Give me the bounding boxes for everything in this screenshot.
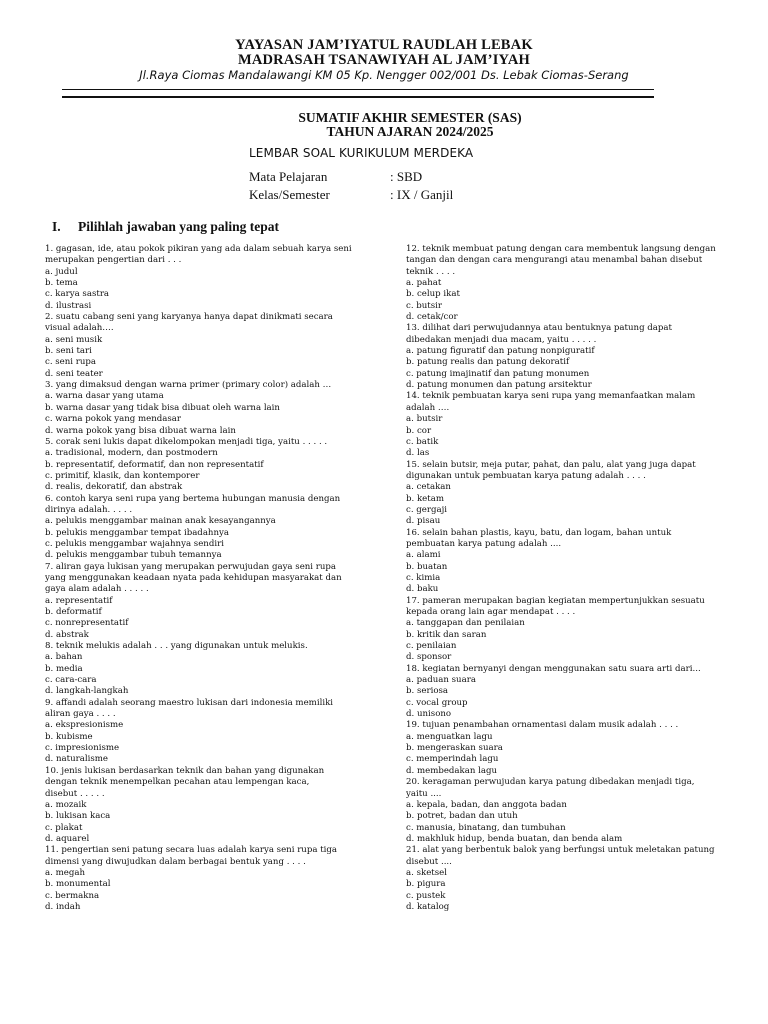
section-title: Pilihlah jawaban yang paling tepat [78, 219, 280, 234]
question-line: d. cetak/cor [406, 312, 458, 323]
question-line: d. unisono [406, 709, 452, 720]
question-line: b. mengeraskan suara [406, 743, 503, 754]
meta-value: : SBD [390, 169, 423, 184]
question-line: 14. teknik pembuatan karya seni rupa yang memanfaatkan malam [406, 391, 696, 402]
exam-title: SUMATIF AKHIR SEMESTER (SAS) [298, 110, 522, 125]
question-line: d. realis, dekoratif, dan abstrak [45, 482, 183, 493]
question-line: b. kritik dan saran [406, 629, 487, 640]
question-line: d. sponsor [406, 652, 452, 663]
question-line: c. butsir [406, 300, 443, 311]
question-line: 2. suatu cabang seni yang karyanya hanya dapat dinikmati secara [45, 312, 333, 323]
question-line: d. patung monumen dan patung arsitektur [406, 380, 592, 391]
question-line: 5. corak seni lukis dapat dikelompokan menjadi tiga, yaitu . . . . . [45, 436, 328, 447]
meta-value: : IX / Ganjil [390, 187, 454, 202]
question-line: b. monumental [45, 879, 111, 890]
question-line: b. lukisan kaca [45, 811, 111, 822]
question-line: dengan teknik menempelkan pecahan atau lempengan kaca, [45, 777, 310, 788]
question-line: b. pigura [406, 879, 446, 890]
question-line: visual adalah…. [45, 323, 114, 334]
question-line: 10. jenis lukisan berdasarkan teknik dan bahan yang digunakan [45, 765, 325, 776]
school-name: MADRASAH TSANAWIYAH AL JAM’IYAH [237, 52, 531, 68]
question-line: d. makhluk hidup, benda buatan, dan benda alam [406, 833, 623, 844]
question-line: merupakan pengertian dari . . . [45, 255, 182, 266]
question-line: a. menguatkan lagu [406, 731, 493, 742]
question-line: c. warna pokok yang mendasar [45, 414, 182, 425]
question-line: b. cor [406, 425, 432, 436]
question-line: a. pahat [406, 278, 442, 289]
question-line: a. cetakan [406, 482, 451, 493]
question-line: b. deformatif [45, 607, 102, 617]
question-line: a. kepala, badan, dan anggota badan [406, 799, 567, 810]
question-line: c. primitif, klasik, dan kontemporer [45, 470, 200, 481]
exam-year: TAHUN AJARAN 2024/2025 [326, 124, 494, 139]
question-line: 7. aliran gaya lukisan yang merupakan perwujudan gaya seni rupa [45, 561, 337, 572]
section-heading [52, 219, 279, 235]
meta-class-semester [249, 187, 454, 203]
question-line: 8. teknik melukis adalah . . . yang digunakan untuk melukis. [45, 641, 308, 652]
question-line: 19. tujuan penambahan ornamentasi dalam musik adalah . . . . [406, 720, 679, 731]
question-line: c. memperindah lagu [406, 754, 499, 765]
question-line: 21. alat yang berbentuk balok yang berfungsi untuk meletakan patung [406, 845, 715, 856]
question-line: c. kimia [406, 572, 441, 583]
question-line: gaya alam adalah . . . . . [45, 584, 149, 595]
question-line: 15. selain butsir, meja putar, pahat, dan palu, alat yang juga dapat [406, 459, 696, 470]
school-address: Jl.Raya Ciomas Mandalawangi KM 05 Kp. Nengger 002/001 Ds. Lebak Ciomas-Serang [139, 68, 629, 82]
question-line: b. kubisme [45, 731, 93, 742]
header-rule-thin [62, 89, 654, 90]
question-line: c. nonrepresentatif [45, 618, 129, 629]
question-line: aliran gaya . . . . [45, 709, 116, 720]
question-line: a. warna dasar yang utama [45, 391, 164, 402]
question-line: a. bahan [45, 652, 83, 663]
question-line: b. potret, badan dan utuh [406, 811, 518, 822]
question-line: 1. gagasan, ide, atau pokok pikiran yang ada dalam sebuah karya seni [45, 244, 352, 254]
question-line: pembuatan karya patung adalah .... [406, 538, 562, 549]
question-line: d. naturalisme [45, 754, 108, 765]
section-number: I. [52, 219, 61, 234]
question-line: a. sketsel [406, 867, 447, 878]
question-line: b. buatan [406, 561, 448, 572]
question-line: adalah …. [406, 402, 450, 413]
meta-subject [249, 169, 423, 185]
question-line: b. warna dasar yang tidak bisa dibuat oleh warna lain [45, 402, 280, 413]
question-line: disebut . . . . . [45, 788, 105, 799]
questions-left-column [45, 244, 363, 913]
question-line: dirinya adalah. . . . . [45, 504, 133, 515]
question-line: 20. keragaman perwujudan karya patung dibedakan menjadi tiga, [406, 777, 695, 788]
question-line: b. patung realis dan patung dekoratif [406, 357, 570, 368]
question-line: c. pelukis menggambar wajahnya sendiri [45, 538, 224, 549]
question-line: b. tema [45, 278, 78, 289]
question-line: a. ekspresionisme [45, 720, 124, 731]
question-line: d. pisau [406, 516, 441, 527]
meta-label: Kelas/Semester [249, 187, 330, 202]
question-line: a. megah [45, 867, 85, 878]
question-line: c. vocal group [406, 697, 468, 708]
question-line: d. langkah-langkah [45, 686, 129, 697]
question-line: c. pustek [406, 890, 446, 901]
question-line: b. seni tari [45, 346, 92, 357]
question-line: a. judul [45, 266, 78, 277]
question-line: tangan dan dengan cara mengurangi atau menambal bahan disebut [406, 255, 703, 266]
question-line: 16. selain bahan plastis, kayu, batu, dan logam, bahan untuk [406, 527, 672, 538]
question-line: yang menggunakan keadaan nyata pada kehidupan masyarakat dan [45, 572, 342, 583]
question-line: d. las [406, 448, 430, 459]
question-line: d. membedakan lagu [406, 765, 498, 776]
question-line: d. aquarel [45, 833, 90, 844]
question-line: b. seriosa [406, 686, 449, 697]
question-line: c. impresionisme [45, 743, 120, 754]
question-line: disebut .... [406, 856, 452, 867]
question-line: c. bermakna [45, 890, 100, 901]
question-line: 6. contoh karya seni rupa yang bertema hubungan manusia dengan [45, 493, 341, 504]
question-line: a. seni musik [45, 334, 103, 345]
question-line: d. indah [45, 901, 81, 912]
question-line: c. karya sastra [45, 289, 110, 300]
question-line: d. warna pokok yang bisa dibuat warna lain [45, 425, 236, 436]
question-line: digunakan untuk pembuatan karya patung adalah . . . . [406, 470, 646, 481]
question-line: 3. yang dimaksud dengan warna primer (primary color) adalah … [45, 380, 332, 391]
question-line: d. abstrak [45, 629, 89, 640]
header-rule-thick [62, 96, 654, 98]
question-line: a. representatif [45, 595, 113, 606]
question-line: a. mozaik [45, 799, 87, 810]
question-line: b. media [45, 663, 83, 674]
question-line: b. celup ikat [406, 289, 460, 300]
question-line: a. pelukis menggambar mainan anak kesayangannya [45, 516, 276, 527]
question-line: a. patung figuratif dan patung nonpiguratif [406, 346, 595, 357]
question-line: b. pelukis menggambar tempat ibadahnya [45, 527, 229, 538]
question-line: teknik . . . . [406, 266, 456, 277]
question-line: a. butsir [406, 414, 443, 425]
questions-right-column [406, 244, 724, 913]
question-line: b. representatif, deformatif, dan non representatif [45, 459, 264, 470]
question-line: kepada orang lain agar mendapat . . . . [406, 607, 576, 617]
question-line: d. baku [406, 584, 439, 595]
question-line: c. penilaian [406, 641, 457, 652]
question-line: a. paduan suara [406, 675, 476, 686]
question-line: c. seni rupa [45, 357, 97, 368]
question-line: a. tradisional, modern, dan postmodern [45, 448, 218, 459]
question-line: c. batik [406, 436, 439, 447]
sheet-title: LEMBAR SOAL KURIKULUM MERDEKA [249, 146, 474, 160]
question-line: c. manusia, binatang, dan tumbuhan [406, 822, 566, 833]
question-line: a. alami [406, 550, 441, 561]
foundation-name: YAYASAN JAM’IYATUL RAUDLAH LEBAK [235, 37, 533, 53]
question-line: c. plakat [45, 822, 83, 833]
question-line: 13. dilihat dari perwujudannya atau bentuknya patung dapat [406, 323, 673, 334]
question-line: a. tanggapan dan penilaian [406, 618, 525, 629]
question-line: b. ketam [406, 493, 444, 504]
question-line: d. seni teater [45, 368, 103, 379]
question-line: 11. pengertian seni patung secara luas adalah karya seni rupa tiga [45, 845, 338, 856]
meta-label: Mata Pelajaran [249, 169, 328, 184]
question-line: 18. kegiatan bernyanyi dengan menggunakan satu suara arti dari... [406, 663, 701, 674]
question-line: d. pelukis menggambar tubuh temannya [45, 550, 222, 561]
question-line: c. gergaji [406, 504, 448, 515]
question-line: d. katalog [406, 901, 450, 912]
question-line: d. ilustrasi [45, 300, 92, 311]
question-line: dibedakan menjadi dua macam, yaitu . . . . . [406, 334, 597, 345]
question-line: dimensi yang diwujudkan dalam berbagai bentuk yang . . . . [45, 856, 306, 867]
question-line: 17. pameran merupakan bagian kegiatan mempertunjukkan sesuatu [406, 595, 705, 606]
question-line: yaitu .... [406, 788, 442, 799]
question-line: c. patung imajinatif dan patung monumen [406, 368, 590, 379]
question-line: 12. teknik membuat patung dengan cara membentuk langsung dengan [406, 244, 716, 254]
question-line: 9. affandi adalah seorang maestro lukisan dari indonesia memiliki [45, 697, 334, 708]
question-line: c. cara-cara [45, 675, 97, 686]
